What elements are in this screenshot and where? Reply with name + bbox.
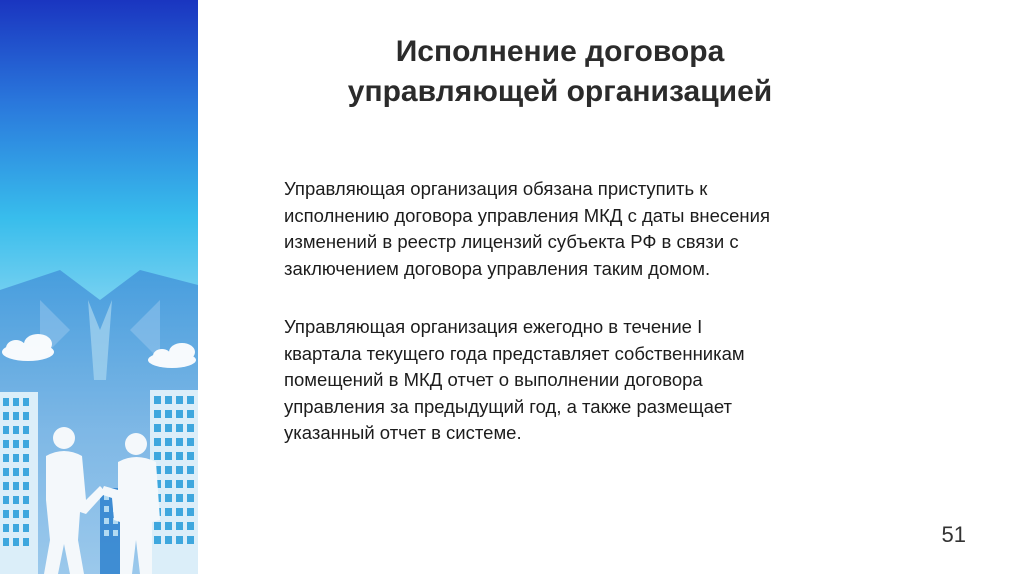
slide-title xyxy=(300,32,820,112)
paragraph-line: заключением договора управления таким домом. xyxy=(284,257,711,279)
paragraph-line: Управляющая организация ежегодно в течение I xyxy=(284,316,703,337)
building-icon xyxy=(0,392,38,574)
paragraph-line: изменений в реестр лицензий субъекта РФ в связи с xyxy=(284,231,739,252)
paragraph-line: управления за предыдущий год, а также размещает xyxy=(284,395,733,417)
paragraph-contract-start xyxy=(284,176,884,282)
paragraph-line: исполнению договора управления МКД с даты внесения xyxy=(284,204,771,226)
page-number: 51 xyxy=(941,522,966,547)
side-illustration-panel xyxy=(0,0,198,574)
paragraph-line: квартала текущего года представляет собственникам xyxy=(284,342,745,364)
paragraph-line: указанный отчет в системе. xyxy=(284,422,522,443)
paragraph-line: помещений в МКД отчет о выполнении договора xyxy=(284,369,703,390)
paragraph-annual-report xyxy=(284,314,884,447)
business-handshake-illustration xyxy=(0,0,198,574)
paragraph-line: Управляющая организация обязана приступить к xyxy=(284,178,708,199)
title-line: Исполнение договора xyxy=(395,35,725,68)
title-line: управляющей организацией xyxy=(347,75,773,108)
